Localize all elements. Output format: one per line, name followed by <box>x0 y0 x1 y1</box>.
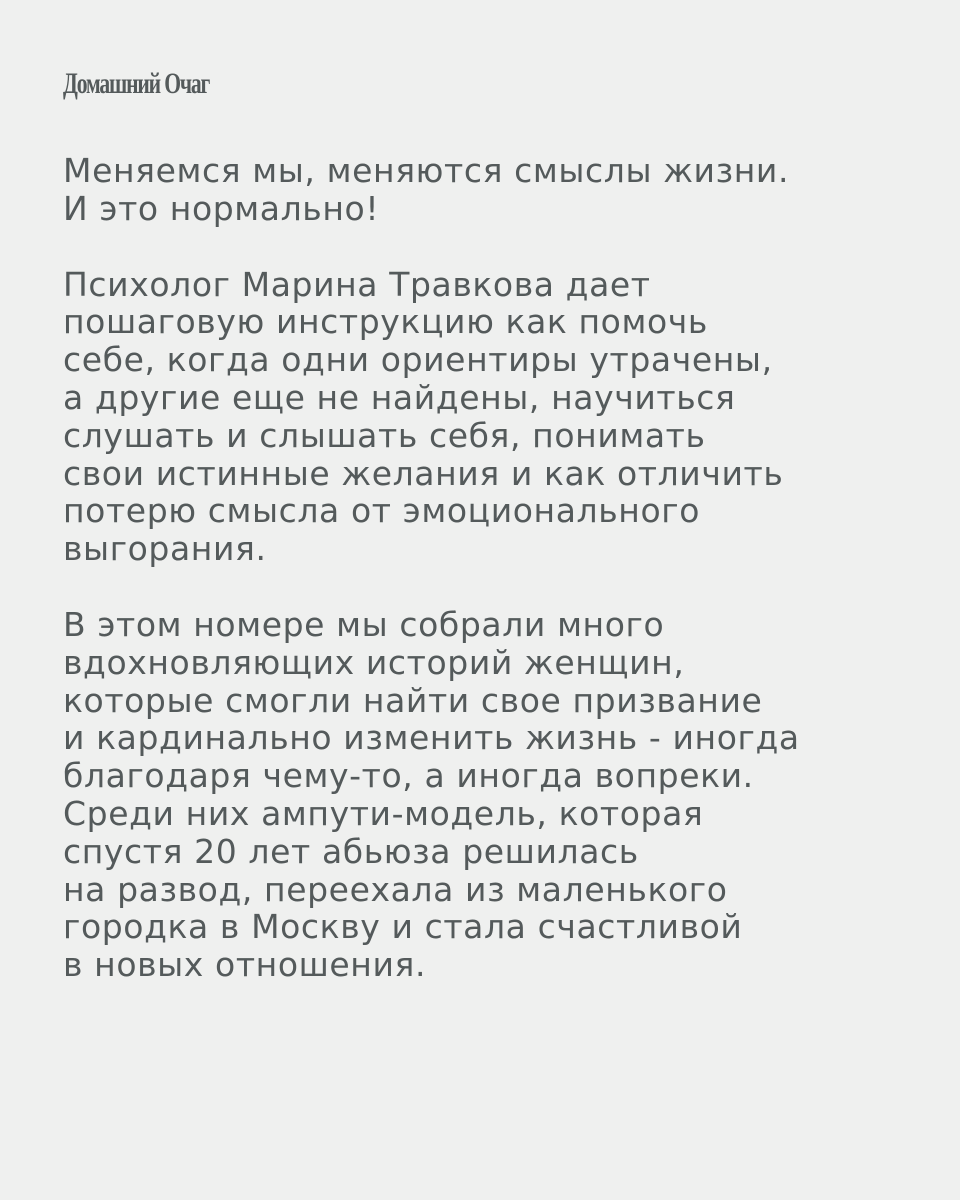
text-line: Меняемся мы, меняются смыслы жизни. <box>63 151 790 190</box>
text-line: на развод, переехала из маленького <box>63 869 728 909</box>
text-line: И это нормально! <box>63 188 380 228</box>
paragraph-issue <box>63 606 923 984</box>
text-line: благодаря чему-то, а иногда вопреки. <box>63 756 754 796</box>
text-line: выгорания. <box>63 529 267 569</box>
paragraph-psychologist <box>63 266 923 568</box>
text-line: вдохновляющих историй женщин, <box>63 642 685 682</box>
text-line: пошаговую инструкцию как помочь <box>63 302 708 342</box>
text-line: себе, когда одни ориентиры утрачены, <box>63 340 773 380</box>
text-line: в новых отношения. <box>63 945 427 985</box>
text-line: слушать и слышать себя, понимать <box>63 415 706 455</box>
brand-logo: Домашний Очаг <box>63 67 210 100</box>
text-line: спустя 20 лет абьюза решилась <box>63 831 639 871</box>
text-line: и кардинально изменить жизнь - иногда <box>63 718 800 758</box>
article-body <box>63 152 923 1022</box>
text-line: городка в Москву и стала счастливой <box>63 907 743 947</box>
paragraph-intro <box>63 152 923 228</box>
text-line: потерю смысла от эмоционального <box>63 491 700 531</box>
text-line: Психолог Марина Травкова дает <box>63 264 651 304</box>
text-line: В этом номере мы собрали много <box>63 604 665 644</box>
text-line: Среди них ампути-модель, которая <box>63 793 704 833</box>
text-line: которые смогли найти свое призвание <box>63 680 763 720</box>
text-line: свои истинные желания и как отличить <box>63 453 784 493</box>
text-line: а другие еще не найдены, научиться <box>63 377 736 417</box>
